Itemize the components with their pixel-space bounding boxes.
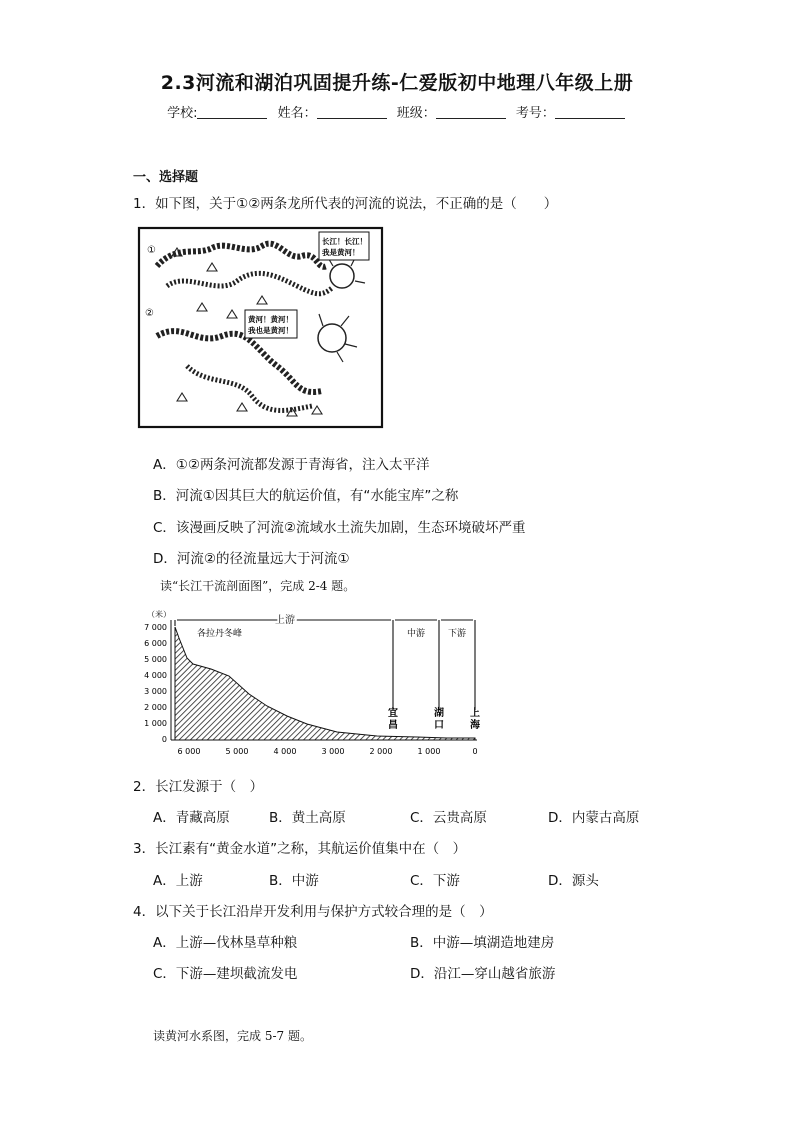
x-tick-0: 0: [472, 747, 478, 756]
question-4-stem: 4．以下关于长江沿岸开发利用与保护方式较合理的是（ ）: [133, 904, 493, 920]
q3-option-d[interactable]: D．源头: [548, 873, 599, 889]
q3-option-a[interactable]: A．上游: [153, 873, 203, 889]
dragon-2-marker: ②: [145, 308, 154, 319]
y-tick-5000: 5 000: [144, 655, 167, 664]
city-labels: [388, 706, 481, 731]
q3-option-b[interactable]: B．中游: [269, 873, 319, 889]
city-hukou-1: 湖: [434, 708, 444, 719]
dragon-cartoon-figure: [137, 226, 384, 429]
y-tick-0: 0: [161, 735, 167, 744]
q2-option-d[interactable]: D．内蒙古高原: [548, 810, 640, 826]
profile-terrain: [175, 627, 475, 740]
caption-questions-5-7: 读黄河水系图，完成 5-7 题。: [153, 1029, 312, 1043]
q4-option-c[interactable]: C．下游—建坝截流发电: [153, 966, 298, 982]
name-label: 姓名：: [277, 106, 317, 121]
speech-bubble-2-line-1: 黄河！黄河！: [248, 315, 293, 324]
upper-reach-label: 上游: [275, 615, 295, 626]
profile-x-ticks: [178, 747, 478, 756]
q2-option-a[interactable]: A．青藏高原: [153, 810, 230, 826]
q1-option-d[interactable]: D．河流②的径流量远大于河流①: [153, 551, 350, 567]
lower-reach-label: 下游: [447, 629, 467, 639]
q2-option-b[interactable]: B．黄土高原: [269, 810, 346, 826]
speech-bubble-1-line-2: 我是黄河！: [322, 248, 360, 257]
q1-option-a[interactable]: A．①②两条河流都发源于青海省，注入太平洋: [153, 457, 430, 473]
y-tick-3000: 3 000: [144, 687, 167, 696]
y-tick-4000: 4 000: [144, 671, 167, 680]
middle-reach-label: 中游: [406, 629, 426, 639]
class-blank[interactable]: [436, 106, 506, 119]
city-shanghai-1: 上: [470, 708, 480, 719]
caption-questions-2-4: 读“长江干流剖面图”，完成 2-4 题。: [160, 579, 356, 593]
number-blank[interactable]: [555, 106, 625, 119]
dragon-1-marker: ①: [147, 245, 156, 256]
school-label: 学校:: [167, 106, 198, 121]
y-tick-1000: 1 000: [144, 719, 167, 728]
x-tick-5000: 5 000: [225, 747, 249, 756]
profile-y-ticks: [144, 623, 167, 744]
y-tick-2000: 2 000: [144, 703, 167, 712]
city-yichang-1: 宜: [388, 708, 398, 719]
question-3-stem: 3．长江素有“黄金水道”之称，其航运价值集中在（ ）: [133, 841, 467, 857]
number-label: 考号：: [515, 106, 555, 121]
y-tick-7000: 7 000: [144, 623, 167, 632]
q3-option-c[interactable]: C．下游: [410, 873, 460, 889]
source-peak-label: 各拉丹冬峰: [197, 629, 243, 639]
x-tick-6000: 6 000: [177, 747, 201, 756]
x-tick-4000: 4 000: [273, 747, 297, 756]
city-shanghai-2: 海: [470, 720, 480, 731]
class-label: 班级：: [396, 106, 436, 121]
speech-bubble-1-line-1: 长江！长江！: [322, 237, 367, 246]
q1-option-b[interactable]: B．河流①因其巨大的航运价值，有“水能宝库”之称: [153, 488, 459, 504]
q4-option-b[interactable]: B．中游—填湖造地建房: [410, 935, 555, 951]
name-blank[interactable]: [317, 106, 387, 119]
school-blank[interactable]: [197, 106, 267, 119]
question-1-stem: 1．如下图，关于①②两条龙所代表的河流的说法，不正确的是（ ）: [133, 196, 558, 212]
page-title: 2.3河流和湖泊巩固提升练-仁爱版初中地理八年级上册: [160, 72, 634, 94]
speech-bubble-2-line-2: 我也是黄河！: [248, 326, 293, 335]
q1-option-c[interactable]: C．该漫画反映了河流②流域水土流失加剧，生态环境破坏严重: [153, 520, 526, 536]
q2-option-c[interactable]: C．云贵高原: [410, 810, 487, 826]
x-tick-1000: 1 000: [417, 747, 441, 756]
student-info-line: [0, 102, 794, 121]
y-tick-6000: 6 000: [144, 639, 167, 648]
x-tick-2000: 2 000: [369, 747, 393, 756]
section-heading: 一、选择题: [133, 170, 199, 185]
city-yichang-2: 昌: [388, 720, 398, 731]
q4-option-a[interactable]: A．上游—伐林垦草种粮: [153, 935, 298, 951]
q4-option-d[interactable]: D．沿江—穿山越省旅游: [410, 966, 556, 982]
profile-y-unit: （米）: [147, 610, 171, 619]
city-hukou-2: 口: [434, 720, 444, 731]
yangtze-profile-figure: [137, 606, 489, 764]
question-2-stem: 2．长江发源于（ ）: [133, 779, 264, 795]
x-tick-3000: 3 000: [321, 747, 345, 756]
